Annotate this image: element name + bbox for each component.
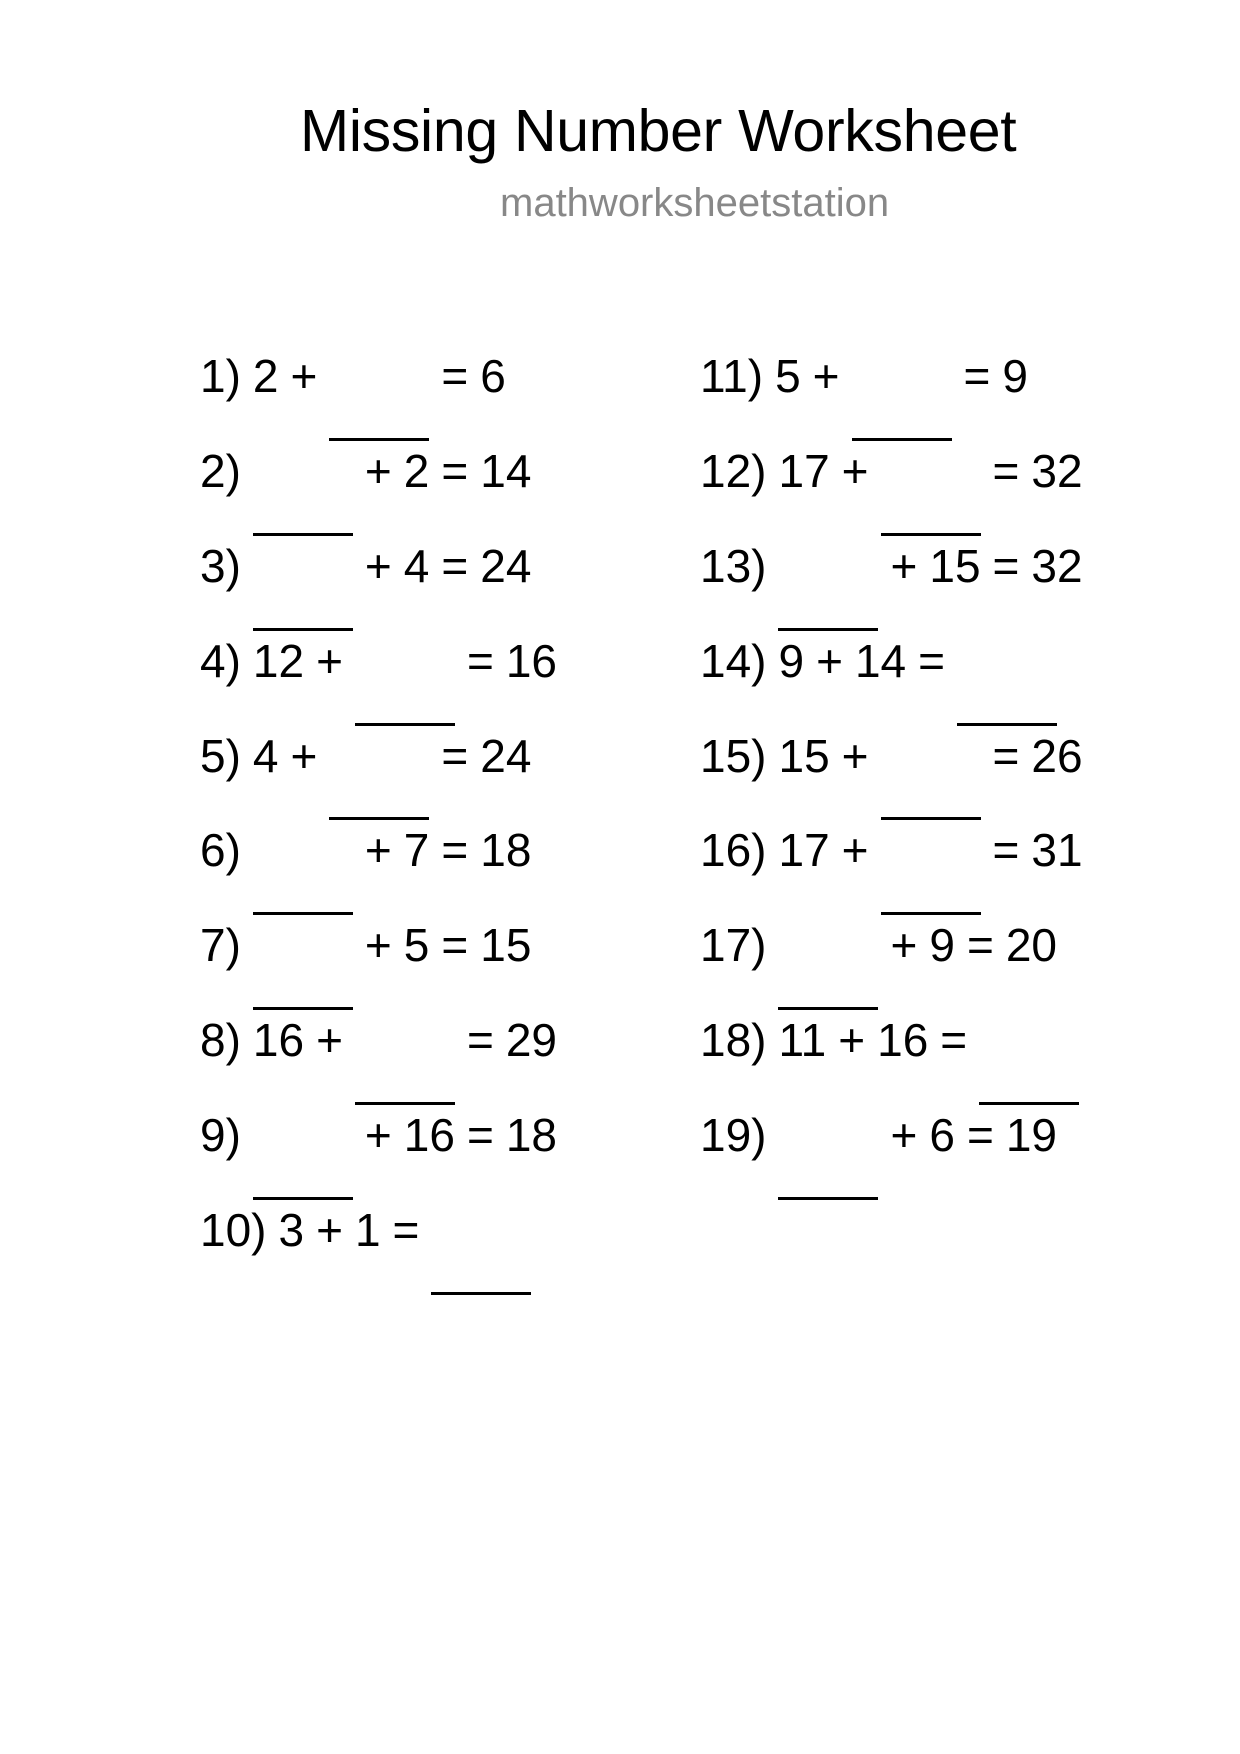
plus-operator: + <box>364 824 392 877</box>
problem-number: 19) <box>700 1109 767 1162</box>
problem-row <box>700 443 1083 538</box>
problem-number: 10) <box>200 1204 267 1257</box>
plus-operator: + <box>890 919 918 972</box>
answer-blank[interactable] <box>355 1102 455 1105</box>
problem-number: 15) <box>700 729 767 782</box>
problem-row <box>200 348 557 443</box>
equals-operator: = <box>392 1204 420 1257</box>
problem-number: 18) <box>700 1014 767 1067</box>
operand: 15 <box>778 729 830 782</box>
problem-number: 5) <box>200 729 241 782</box>
plus-operator: + <box>890 539 918 592</box>
answer-blank[interactable] <box>431 1292 531 1295</box>
plus-operator: + <box>816 634 843 687</box>
operand: 29 <box>505 1014 557 1067</box>
operand: 1 <box>354 1204 381 1257</box>
problem-row <box>700 538 1083 633</box>
problem-row <box>200 538 557 633</box>
operand: 32 <box>1031 444 1083 497</box>
problem-row <box>200 1107 557 1202</box>
problem-row <box>200 917 557 1012</box>
equals-operator: = <box>992 729 1020 782</box>
problem-number: 11) <box>700 350 764 402</box>
answer-blank[interactable] <box>253 628 353 631</box>
answer-blank[interactable] <box>852 438 952 441</box>
equals-operator: = <box>992 539 1020 592</box>
answer-blank[interactable] <box>778 1007 878 1010</box>
operand: 15 <box>929 539 981 592</box>
plus-operator: + <box>290 350 318 402</box>
operand: 11 <box>778 1014 827 1067</box>
problem-number: 1) <box>200 350 241 402</box>
plus-operator: + <box>838 1014 866 1067</box>
equals-operator: = <box>441 729 469 782</box>
operand: 17 <box>778 444 830 497</box>
equals-operator: = <box>466 1014 494 1067</box>
answer-blank[interactable] <box>881 912 981 915</box>
operand: 16 <box>252 1014 305 1067</box>
operand: 6 <box>929 1109 955 1162</box>
operand: 4 <box>403 539 430 592</box>
problem-number: 3) <box>200 539 241 592</box>
operand: 16 <box>877 1014 929 1067</box>
operand: 20 <box>1005 919 1057 972</box>
problem-number: 17) <box>700 919 767 972</box>
plus-operator: + <box>364 919 392 972</box>
problem-row <box>200 1012 557 1107</box>
operand: 19 <box>1005 1109 1057 1162</box>
operand: 14 <box>854 634 907 687</box>
operand: 17 <box>778 824 830 877</box>
answer-blank[interactable] <box>778 628 878 631</box>
plus-operator: + <box>841 729 869 782</box>
worksheet-subtitle: mathworksheetstation <box>500 181 890 225</box>
plus-operator: + <box>890 1109 918 1162</box>
problem-number: 14) <box>700 634 767 687</box>
answer-blank[interactable] <box>253 1007 353 1010</box>
problems-column-left <box>200 348 557 1297</box>
equals-operator: = <box>441 444 469 497</box>
operand: 5 <box>775 350 801 402</box>
problem-number: 9) <box>200 1109 241 1162</box>
problem-row <box>200 728 557 823</box>
operand: 24 <box>480 729 532 782</box>
operand: 24 <box>480 539 532 592</box>
operand: 12 <box>252 634 305 687</box>
operand: 14 <box>480 444 532 497</box>
problem-number: 12) <box>700 444 767 497</box>
problem-row <box>700 633 1083 728</box>
answer-blank[interactable] <box>253 533 353 536</box>
answer-blank[interactable] <box>979 1102 1079 1105</box>
plus-operator: + <box>290 729 318 782</box>
operand: 9 <box>778 634 805 687</box>
operand: 3 <box>278 1204 305 1257</box>
worksheet-title: Missing Number Worksheet <box>300 98 1017 164</box>
operand: 2 <box>252 350 279 402</box>
answer-blank[interactable] <box>881 533 981 536</box>
operand: 2 <box>403 444 430 497</box>
equals-operator: = <box>441 824 469 877</box>
problem-row <box>700 917 1083 1012</box>
operand: 16 <box>505 634 557 687</box>
equals-operator: = <box>963 350 991 402</box>
problem-row <box>200 1202 557 1297</box>
problem-row <box>200 822 557 917</box>
answer-blank[interactable] <box>355 723 455 726</box>
operand: 15 <box>480 919 532 972</box>
equals-operator: = <box>940 1014 968 1067</box>
plus-operator: + <box>812 350 840 402</box>
equals-operator: = <box>441 919 469 972</box>
plus-operator: + <box>316 634 343 687</box>
operand: 5 <box>403 919 430 972</box>
equals-operator: = <box>441 350 469 402</box>
equals-operator: = <box>966 919 994 972</box>
plus-operator: + <box>364 1109 392 1162</box>
plus-operator: + <box>364 444 392 497</box>
plus-operator: + <box>316 1204 343 1257</box>
plus-operator: + <box>316 1014 343 1067</box>
equals-operator: = <box>966 1109 994 1162</box>
equals-operator: = <box>992 444 1020 497</box>
operand: 4 <box>252 729 279 782</box>
operand: 7 <box>403 824 430 877</box>
problems-column-right <box>700 348 1083 1202</box>
problem-number: 2) <box>200 444 241 497</box>
problem-number: 6) <box>200 824 241 877</box>
problem-number: 16) <box>700 824 767 877</box>
operand: 26 <box>1031 729 1083 782</box>
operand: 18 <box>480 824 532 877</box>
operand: 31 <box>1031 824 1083 877</box>
answer-blank[interactable] <box>957 723 1057 726</box>
problem-number: 13) <box>700 539 767 592</box>
problem-row <box>700 348 1083 443</box>
answer-blank[interactable] <box>329 817 429 820</box>
answer-blank[interactable] <box>253 912 353 915</box>
operand: 32 <box>1031 539 1083 592</box>
equals-operator: = <box>992 824 1020 877</box>
plus-operator: + <box>841 444 869 497</box>
operand: 6 <box>480 350 506 402</box>
operand: 9 <box>929 919 955 972</box>
equals-operator: = <box>466 1109 494 1162</box>
equals-operator: = <box>441 539 469 592</box>
operand: 9 <box>1002 350 1029 402</box>
answer-blank[interactable] <box>329 438 429 441</box>
operand: 16 <box>403 1109 455 1162</box>
problem-number: 8) <box>200 1014 241 1067</box>
equals-operator: = <box>466 634 494 687</box>
problem-row <box>200 443 557 538</box>
problem-number: 4) <box>200 634 241 687</box>
problem-number: 7) <box>200 919 241 972</box>
answer-blank[interactable] <box>881 817 981 820</box>
equals-operator: = <box>918 634 945 687</box>
operand: 18 <box>505 1109 557 1162</box>
problem-row <box>700 822 1083 917</box>
plus-operator: + <box>841 824 869 877</box>
answer-blank[interactable] <box>253 1197 353 1200</box>
problem-row <box>700 1107 1083 1202</box>
problem-row <box>700 728 1083 823</box>
answer-blank[interactable] <box>778 1197 878 1200</box>
problem-row <box>700 1012 1083 1107</box>
plus-operator: + <box>364 539 392 592</box>
problem-row <box>200 633 557 728</box>
